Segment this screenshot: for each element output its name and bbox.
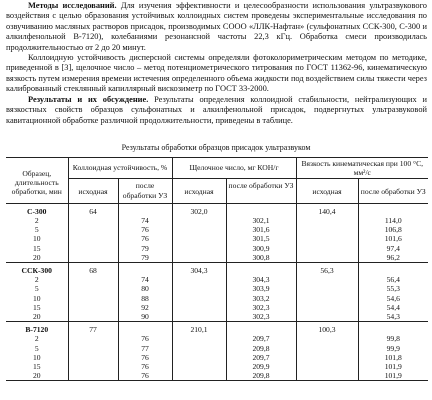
alkali-after-value: 302,1 bbox=[226, 216, 296, 225]
alkali-initial-empty bbox=[172, 334, 226, 343]
sample-name: С-300 bbox=[27, 206, 47, 216]
alkali-initial-empty bbox=[172, 344, 226, 353]
viscosity-after-value: 106,8 bbox=[358, 225, 428, 234]
duration-value: 20 bbox=[6, 253, 68, 263]
colloid-after-value: 80 bbox=[118, 284, 172, 293]
colloid-initial-empty bbox=[68, 312, 118, 322]
alkali-after-empty bbox=[226, 203, 296, 216]
alkali-after-value: 304,3 bbox=[226, 275, 296, 284]
viscosity-initial-value: 100,3 bbox=[296, 322, 358, 335]
table-header-row-2 bbox=[6, 179, 428, 203]
results-text: Результаты определения коллоидной стабильности, нейтрализующих и вязкостных свойств образцов сульфонатных и алкилфенольной присадок, подвергнутых ультразвуковой кавитационной обработке различной продолжительности, приведены в таблице. bbox=[6, 95, 427, 125]
methods-heading: Методы исследований. bbox=[28, 1, 117, 10]
viscosity-initial-empty bbox=[296, 353, 358, 362]
table-row bbox=[6, 275, 428, 284]
viscosity-initial-empty bbox=[296, 284, 358, 293]
results-paragraph bbox=[6, 95, 427, 126]
duration-value: 2 bbox=[34, 275, 39, 285]
header-colloid-after: после обработки УЗ bbox=[118, 179, 172, 203]
viscosity-after-value: 101,6 bbox=[358, 234, 428, 243]
viscosity-initial-empty bbox=[296, 234, 358, 243]
header-colloid: Коллоидная устойчивость, % bbox=[68, 158, 172, 179]
colloid-after-value: 74 bbox=[118, 216, 172, 225]
methods-text: Для изучения эффективности и целесообразности использования ультразвукового воздействия с целью образования устойчивых коллоидных систем проведены экспериментальные исследования по озвучиванию масляных растворов присадок, производимых СООО «ЛЛК-Нафтан» (сульфонатных ССК-300, С-300 и алкилфенольной В-7120), колебаниями резонансной частоты 22,3 кГц. Обработка смеси производилась продолжительностью от 2 до 20 минут. bbox=[6, 1, 427, 52]
table-row bbox=[6, 225, 428, 234]
sample-name: ССК-300 bbox=[6, 263, 68, 276]
colloid-after-value: 76 bbox=[118, 334, 172, 343]
alkali-after-empty bbox=[226, 263, 296, 276]
table-row bbox=[6, 284, 428, 293]
table-row bbox=[6, 362, 428, 371]
header-alkali: Щелочное число, мг КОН/г bbox=[172, 158, 296, 179]
alkali-initial-value: 304,3 bbox=[172, 263, 226, 276]
colloid-initial-empty bbox=[68, 216, 118, 225]
viscosity-after-empty bbox=[358, 263, 428, 276]
alkali-initial-empty bbox=[172, 225, 226, 234]
colloid-after-value: 76 bbox=[118, 225, 172, 234]
colloid-initial-empty bbox=[68, 253, 118, 263]
duration-value: 5 bbox=[34, 343, 39, 353]
sample-name: В-7120 bbox=[6, 322, 68, 335]
colloid-initial-empty bbox=[68, 284, 118, 293]
viscosity-initial-empty bbox=[296, 294, 358, 303]
viscosity-initial-empty bbox=[296, 244, 358, 253]
viscosity-after-value: 54,6 bbox=[358, 294, 428, 303]
viscosity-after-value: 101,9 bbox=[358, 371, 428, 381]
alkali-initial-empty bbox=[172, 275, 226, 284]
colloid-initial-value: 77 bbox=[68, 322, 118, 335]
alkali-initial-empty bbox=[172, 284, 226, 293]
colloid-initial-empty bbox=[68, 362, 118, 371]
viscosity-initial-empty bbox=[296, 344, 358, 353]
duration-value: 20 bbox=[6, 312, 68, 322]
duration-value: 10 bbox=[32, 293, 41, 303]
colloid-after-empty bbox=[118, 203, 172, 216]
methods-paragraph bbox=[6, 1, 427, 53]
colloid-initial-value: 68 bbox=[68, 263, 118, 276]
colloid-initial-empty bbox=[68, 234, 118, 243]
alkali-after-value: 302,3 bbox=[226, 312, 296, 322]
duration-value: 5 bbox=[34, 284, 39, 294]
viscosity-initial-empty bbox=[296, 253, 358, 263]
alkali-initial-empty bbox=[172, 353, 226, 362]
header-viscosity: Вязкость кинематическая при 100 °С, мм²/с bbox=[296, 158, 428, 179]
alkali-initial-empty bbox=[172, 294, 226, 303]
table-row bbox=[6, 216, 428, 225]
viscosity-after-value: 99,9 bbox=[358, 344, 428, 353]
duration-value: 15 bbox=[32, 362, 41, 372]
colloid-initial-empty bbox=[68, 303, 118, 312]
duration-value: 2 bbox=[34, 334, 39, 344]
alkali-after-value: 300,9 bbox=[226, 244, 296, 253]
colloid-after-empty bbox=[118, 263, 172, 276]
table-row bbox=[6, 344, 428, 353]
colloid-after-value: 77 bbox=[118, 344, 172, 353]
colloid-after-value: 76 bbox=[118, 362, 172, 371]
table-group-row bbox=[6, 322, 428, 335]
viscosity-after-value: 114,0 bbox=[358, 216, 428, 225]
alkali-initial-empty bbox=[172, 303, 226, 312]
alkali-after-value: 209,8 bbox=[226, 344, 296, 353]
colloid-after-value: 74 bbox=[118, 275, 172, 284]
duration-value: 10 bbox=[32, 234, 41, 244]
alkali-after-value: 301,5 bbox=[226, 234, 296, 243]
viscosity-initial-value: 56,3 bbox=[296, 263, 358, 276]
viscosity-initial-empty bbox=[296, 275, 358, 284]
colloid-after-value: 76 bbox=[118, 353, 172, 362]
colloid-initial-empty bbox=[68, 275, 118, 284]
results-heading: Результаты и их обсуждение. bbox=[28, 95, 149, 104]
colloid-initial-empty bbox=[68, 225, 118, 234]
alkali-after-value: 209,7 bbox=[226, 334, 296, 343]
alkali-after-value: 303,2 bbox=[226, 294, 296, 303]
viscosity-initial-empty bbox=[296, 225, 358, 234]
viscosity-after-value: 56,4 bbox=[358, 275, 428, 284]
viscosity-after-value: 101,8 bbox=[358, 353, 428, 362]
table-row bbox=[6, 353, 428, 362]
viscosity-initial-empty bbox=[296, 216, 358, 225]
viscosity-after-value: 55,3 bbox=[358, 284, 428, 293]
viscosity-initial-empty bbox=[296, 312, 358, 322]
table-row bbox=[6, 312, 428, 322]
alkali-after-empty bbox=[226, 322, 296, 335]
alkali-after-value: 302,3 bbox=[226, 303, 296, 312]
header-colloid-initial: исходная bbox=[68, 179, 118, 203]
alkali-after-value: 209,8 bbox=[226, 371, 296, 381]
header-alkali-after: после обработки УЗ bbox=[226, 179, 296, 203]
viscosity-after-value: 54,3 bbox=[358, 312, 428, 322]
duration-value: 15 bbox=[32, 302, 41, 312]
alkali-initial-value: 302,0 bbox=[172, 203, 226, 216]
colloid-after-value: 76 bbox=[118, 234, 172, 243]
colloid-initial-value: 64 bbox=[68, 203, 118, 216]
viscosity-initial-empty bbox=[296, 334, 358, 343]
colloid-after-value: 92 bbox=[118, 303, 172, 312]
header-sample: Образец, длительность обработки, мин bbox=[6, 158, 68, 204]
table-row bbox=[6, 303, 428, 312]
methods-detail-text: Коллоидную устойчивость дисперсной системы определяли фотоколориметрическим методом по методике, приведенной в [3], щелочное число – метод потенциометрического титрования по ГОСТ 11362-96, кинематическую вязкость путем измерения времени истечения определенного объема жидкости под воздействием силы тяжести через калиброванный стеклянный капиллярный вискозиметр по ГОСТ 33-2000. bbox=[6, 53, 427, 94]
header-viscosity-initial: исходная bbox=[296, 179, 358, 203]
table-row bbox=[6, 334, 428, 343]
viscosity-initial-empty bbox=[296, 362, 358, 371]
duration-value: 20 bbox=[6, 371, 68, 381]
colloid-initial-empty bbox=[68, 371, 118, 381]
colloid-after-empty bbox=[118, 322, 172, 335]
duration-value: 5 bbox=[34, 225, 39, 235]
viscosity-after-value: 54,4 bbox=[358, 303, 428, 312]
alkali-after-value: 300,8 bbox=[226, 253, 296, 263]
table-row bbox=[6, 371, 428, 381]
table-row bbox=[6, 294, 428, 303]
viscosity-after-empty bbox=[358, 322, 428, 335]
viscosity-after-value: 99,8 bbox=[358, 334, 428, 343]
colloid-initial-empty bbox=[68, 294, 118, 303]
duration-value: 2 bbox=[34, 216, 39, 226]
duration-value: 10 bbox=[32, 352, 41, 362]
table-group-row bbox=[6, 203, 428, 216]
alkali-initial-value: 210,1 bbox=[172, 322, 226, 335]
colloid-after-value: 90 bbox=[118, 312, 172, 322]
alkali-after-value: 209,7 bbox=[226, 353, 296, 362]
methods-detail-paragraph bbox=[6, 53, 427, 95]
viscosity-after-empty bbox=[358, 203, 428, 216]
colloid-after-value: 76 bbox=[118, 371, 172, 381]
colloid-after-value: 79 bbox=[118, 244, 172, 253]
colloid-after-value: 88 bbox=[118, 294, 172, 303]
table-row bbox=[6, 253, 428, 263]
table-row bbox=[6, 244, 428, 253]
colloid-initial-empty bbox=[68, 244, 118, 253]
colloid-initial-empty bbox=[68, 353, 118, 362]
alkali-initial-empty bbox=[172, 234, 226, 243]
colloid-initial-empty bbox=[68, 344, 118, 353]
viscosity-after-value: 101,9 bbox=[358, 362, 428, 371]
alkali-initial-empty bbox=[172, 244, 226, 253]
alkali-initial-empty bbox=[172, 371, 226, 381]
table-row bbox=[6, 234, 428, 243]
alkali-initial-empty bbox=[172, 253, 226, 263]
header-alkali-initial: исходная bbox=[172, 179, 226, 203]
duration-value: 15 bbox=[32, 243, 41, 253]
colloid-initial-empty bbox=[68, 334, 118, 343]
table-header-row-1 bbox=[6, 158, 428, 179]
viscosity-initial-empty bbox=[296, 303, 358, 312]
table-caption: Результаты обработки образцов присадок ультразвуком bbox=[121, 143, 311, 152]
viscosity-after-value: 97,4 bbox=[358, 244, 428, 253]
alkali-initial-empty bbox=[172, 362, 226, 371]
table-group-row bbox=[6, 263, 428, 276]
viscosity-initial-value: 140,4 bbox=[296, 203, 358, 216]
alkali-initial-empty bbox=[172, 216, 226, 225]
alkali-initial-empty bbox=[172, 312, 226, 322]
header-viscosity-after: после обработки УЗ bbox=[358, 179, 428, 203]
viscosity-initial-empty bbox=[296, 371, 358, 381]
alkali-after-value: 303,9 bbox=[226, 284, 296, 293]
colloid-after-value: 79 bbox=[118, 253, 172, 263]
results-table bbox=[6, 157, 428, 381]
viscosity-after-value: 96,2 bbox=[358, 253, 428, 263]
alkali-after-value: 209,9 bbox=[226, 362, 296, 371]
alkali-after-value: 301,6 bbox=[226, 225, 296, 234]
